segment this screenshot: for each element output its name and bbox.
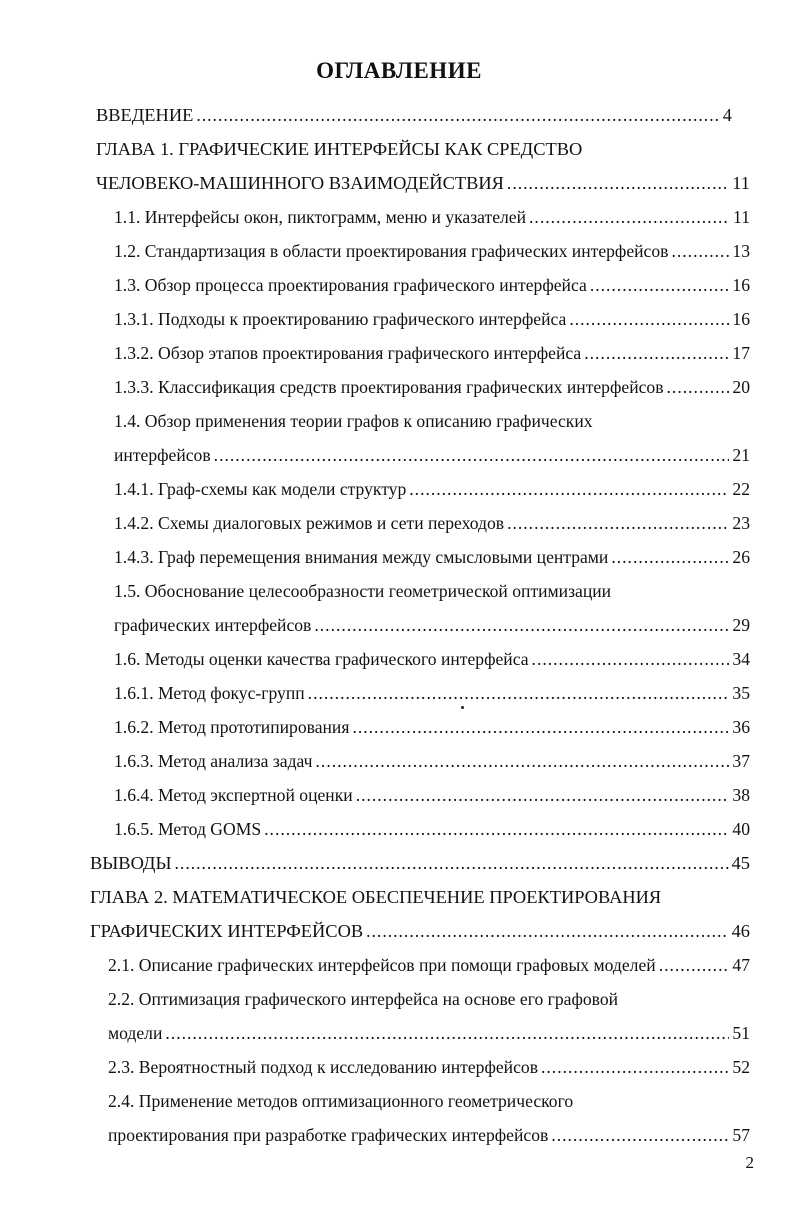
toc-entry — [114, 236, 750, 266]
toc-entry-title: 1.6.3. Метод анализа задач — [114, 751, 313, 771]
toc-leader — [314, 610, 729, 640]
toc-entry — [114, 474, 750, 504]
toc-leader — [659, 950, 730, 980]
toc-entry — [114, 338, 750, 368]
toc-entry-page: 22 — [732, 479, 750, 499]
toc-leader — [671, 236, 729, 266]
toc-entry — [114, 644, 750, 674]
toc-entry — [114, 406, 593, 436]
toc-entry — [90, 848, 750, 878]
toc-entry-page: 38 — [732, 785, 750, 805]
toc-entry-title: 1.4.1. Граф-схемы как модели структур — [114, 479, 407, 499]
toc-leader — [584, 338, 729, 368]
toc-entry-title: ВВЕДЕНИЕ — [96, 105, 194, 125]
toc-entry — [96, 168, 750, 198]
toc-entry — [114, 712, 750, 742]
toc-entry-title: 1.5. Обоснование целесообразности геометрической оптимизации — [114, 581, 612, 601]
toc-leader — [366, 916, 728, 946]
toc-leader — [214, 440, 730, 470]
toc-leader — [541, 1052, 729, 1082]
toc-entry-page: 46 — [731, 921, 750, 941]
toc-entry-page: 57 — [732, 1125, 750, 1145]
toc-entry — [114, 270, 750, 300]
toc-entry-title: 1.4. Обзор применения теории графов к описанию графических — [114, 411, 593, 431]
toc-leader — [264, 814, 729, 844]
toc-entry-title: 1.2. Стандартизация в области проектирования графических интерфейсов — [114, 241, 669, 261]
toc-entry — [108, 1086, 573, 1116]
toc-entry-page: 37 — [732, 751, 750, 771]
toc-entry-title: интерфейсов — [114, 445, 211, 465]
toc-entry-title: 1.6.1. Метод фокус-групп — [114, 683, 305, 703]
toc-entry-title: графических интерфейсов — [114, 615, 312, 635]
toc-entry-page: 23 — [732, 513, 750, 533]
toc-leader — [175, 848, 729, 878]
toc-entry-page: 16 — [732, 275, 750, 295]
toc-entry-title: ГЛАВА 1. ГРАФИЧЕСКИЕ ИНТЕРФЕЙСЫ КАК СРЕДСТВО — [96, 139, 583, 159]
toc-entry-page: 11 — [733, 207, 750, 227]
toc-entry — [96, 134, 582, 164]
toc-leader — [409, 474, 729, 504]
toc-entry — [90, 882, 661, 912]
toc-entry-page: 36 — [732, 717, 750, 737]
toc-entry-title: 1.6.5. Метод GOMS — [114, 819, 262, 839]
toc-entry — [108, 950, 750, 980]
page-number: 2 — [745, 1153, 754, 1172]
toc-entry — [96, 100, 732, 130]
toc-entry-title: ВЫВОДЫ — [90, 853, 172, 873]
toc-leader — [316, 746, 730, 776]
toc-leader — [507, 508, 729, 538]
toc-entry-page: 21 — [732, 445, 750, 465]
toc-entry-title: 1.3.2. Обзор этапов проектирования графического интерфейса — [114, 343, 582, 363]
toc-entry-page: 26 — [732, 547, 750, 567]
toc-entry-page: 45 — [731, 853, 750, 873]
toc-entry — [114, 780, 750, 810]
toc-entry-page: 35 — [732, 683, 750, 703]
toc-entry — [114, 746, 750, 776]
toc-entry-title: ГЛАВА 2. МАТЕМАТИЧЕСКОЕ ОБЕСПЕЧЕНИЕ ПРОЕКТИРОВАНИЯ — [90, 887, 662, 907]
toc-entry-title: 1.3.3. Классификация средств проектирования графических интерфейсов — [114, 377, 664, 397]
toc-entry-page: 51 — [732, 1023, 750, 1043]
toc-entry-title: 2.1. Описание графических интерфейсов при помощи графовых моделей — [108, 955, 656, 975]
toc-leader — [590, 270, 730, 300]
toc-leader — [611, 542, 729, 572]
toc-entry — [114, 610, 750, 640]
toc-entry-page: 34 — [732, 649, 750, 669]
toc-entry — [114, 202, 750, 232]
toc-entry — [108, 984, 618, 1014]
toc-leader — [308, 678, 730, 708]
toc-leader — [551, 1120, 729, 1150]
toc-entry-page: 17 — [732, 343, 750, 363]
toc-entry-page: 13 — [732, 241, 750, 261]
toc-entry-title: ЧЕЛОВЕКО-МАШИННОГО ВЗАИМОДЕЙСТВИЯ — [96, 173, 504, 193]
print-speck — [461, 706, 464, 709]
toc-entry-title: 1.6. Методы оценки качества графического интерфейса — [114, 649, 529, 669]
toc-entry-page: 40 — [732, 819, 750, 839]
page-title: ОГЛАВЛЕНИЕ — [316, 58, 482, 83]
toc-entry — [108, 1120, 750, 1150]
toc-leader — [532, 644, 730, 674]
toc-entry-page: 16 — [732, 309, 750, 329]
toc-entry — [114, 542, 750, 572]
toc-leader — [356, 780, 730, 810]
toc-entry-page: 52 — [732, 1057, 750, 1077]
toc-entry — [114, 814, 750, 844]
toc-leader — [529, 202, 730, 232]
toc-leader — [507, 168, 729, 198]
toc-entry-page: 4 — [722, 105, 732, 125]
toc-entry-title: 1.4.3. Граф перемещения внимания между смысловыми центрами — [114, 547, 609, 567]
toc-leader — [569, 304, 729, 334]
toc-entry-title: 1.6.2. Метод прототипирования — [114, 717, 350, 737]
toc-entry-page: 47 — [732, 955, 750, 975]
toc-entry — [114, 678, 750, 708]
toc-entry-title: модели — [108, 1023, 163, 1043]
toc-entry-page: 20 — [732, 377, 750, 397]
toc-entry — [90, 916, 750, 946]
toc-entry-title: 1.3. Обзор процесса проектирования графического интерфейса — [114, 275, 587, 295]
toc-entry — [114, 576, 611, 606]
toc-leader — [165, 1018, 729, 1048]
toc-leader — [196, 100, 719, 130]
toc-entry-title: 1.6.4. Метод экспертной оценки — [114, 785, 353, 805]
toc-leader — [352, 712, 729, 742]
toc-entry — [114, 304, 750, 334]
toc-leader — [667, 372, 730, 402]
toc-entry-title: 1.4.2. Схемы диалоговых режимов и сети переходов — [114, 513, 505, 533]
toc-entry-title: 2.2. Оптимизация графического интерфейса на основе его графовой — [108, 989, 619, 1009]
toc-entry-title: 2.4. Применение методов оптимизационного геометрического — [108, 1091, 574, 1111]
toc-entry — [114, 372, 750, 402]
toc-entry-title: 2.3. Вероятностный подход к исследованию интерфейсов — [108, 1057, 538, 1077]
toc-entry-title: ГРАФИЧЕСКИХ ИНТЕРФЕЙСОВ — [90, 921, 364, 941]
toc-entry-title: 1.1. Интерфейсы окон, пиктограмм, меню и указателей — [114, 207, 527, 227]
toc-entry-page: 11 — [732, 173, 750, 193]
toc-entry — [114, 440, 750, 470]
toc-entry-title: 1.3.1. Подходы к проектированию графического интерфейса — [114, 309, 567, 329]
toc-entry — [108, 1052, 750, 1082]
toc-entry-page: 29 — [732, 615, 750, 635]
toc-entry-title: проектирования при разработке графических интерфейсов — [108, 1125, 549, 1145]
toc-entry — [108, 1018, 750, 1048]
toc-entry — [114, 508, 750, 538]
